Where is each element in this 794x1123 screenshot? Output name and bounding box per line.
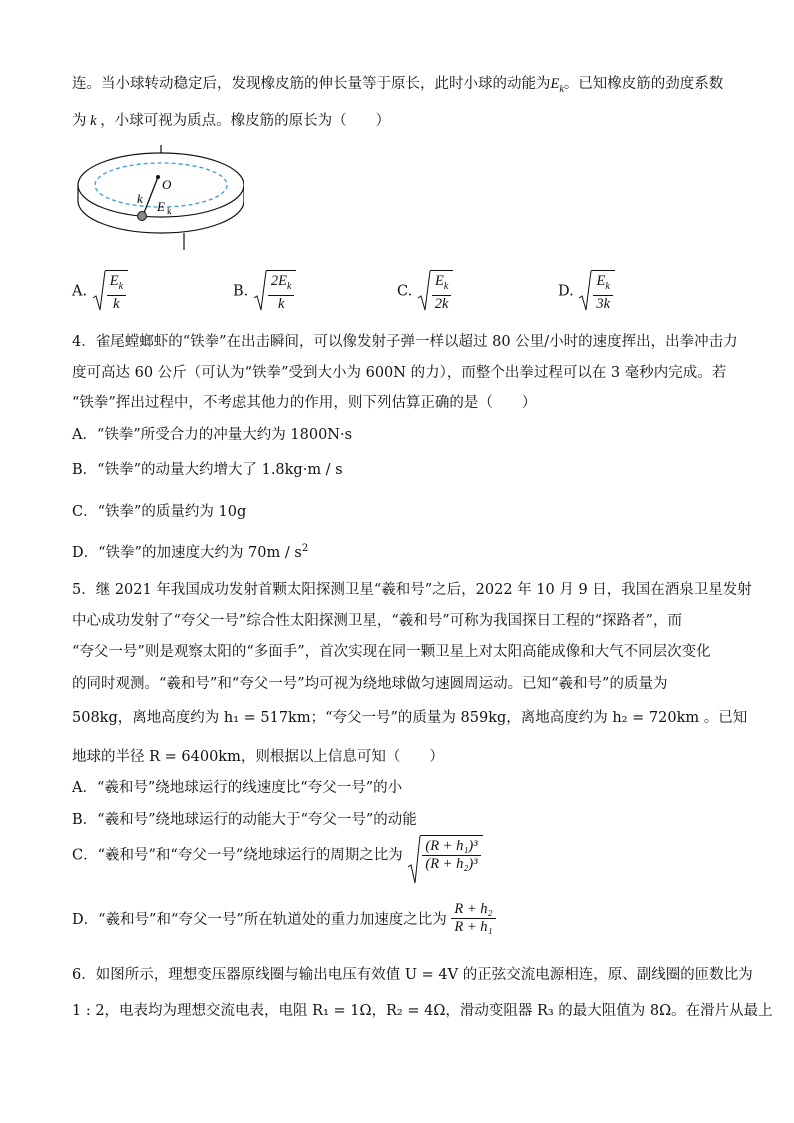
q4-option-d[interactable]: D．“铁拳”的加速度大约为 $70m / s^2$ — [72, 543, 309, 561]
q3-option-d[interactable] — [558, 270, 615, 313]
option-letter: B. — [233, 283, 249, 300]
q5-stem-line-1: 5．继 2021 年我国成功发射首颗太阳探测卫星“羲和号”之后，2022 年 10 月 9 日，我国在酒泉卫星发射 — [72, 582, 752, 598]
q3-stem-text-a: 连。当小球转动稳定后，发现橡皮筋的伸长量等于原长，此时小球的动能为 — [72, 76, 551, 92]
q4-stem-line-3: “铁拳”挥出过程中，不考虑其他力的作用，则下列估算正确的是（ ） — [72, 395, 537, 411]
option-letter: C. — [397, 283, 413, 300]
q5-stem-line-2: 中心成功发射了“夸父一号”综合性太阳探测卫星，“羲和号”可称为我国探日工程的“探路者”，而 — [72, 613, 682, 629]
label-o: O — [162, 177, 172, 192]
q5-option-c[interactable]: C．“羲和号”和“夸父一号”绕地球运行的周期之比为 $\frac{\text{(R + h₁)³}}{\text{(R + h₂)³}}$ — [72, 835, 483, 873]
sqrt-expression: $\frac{E_k}{2k}$ — [417, 270, 454, 313]
label-e: E — [157, 199, 165, 214]
sqrt-expression: $\frac{\text{(R + h₁)³}}{\text{(R + h₂)³}}$ — [407, 835, 482, 873]
q5-option-b[interactable]: B．“羲和号”绕地球运行的动能大于“夸父一号”的动能 — [72, 812, 417, 828]
q3-stem-text-c: 为 — [72, 113, 87, 129]
sqrt-expression: $\frac{2E_k}{k}$ — [253, 270, 297, 313]
label-e-sub: k — [167, 206, 172, 216]
q3-option-c[interactable] — [397, 270, 453, 313]
q3-stem-text-b: 。已知橡皮筋的劲度系数 — [563, 76, 724, 92]
ek-symbol: $E_k$ — [550, 76, 564, 95]
q3-stem-line-2 — [72, 109, 390, 130]
q4-stem-line-1: 4．雀尾螳螂虾的“铁拳”在出击瞬间，可以像发射子弹一样以超过 80 公里/小时的速度挥出，出拳冲击力 — [72, 334, 738, 350]
sqrt-expression: $\frac{E_k}{3k}$ — [578, 270, 615, 313]
rotating-disk-figure — [74, 145, 244, 257]
q5-stem-line-3: “夸父一号”则是观察太阳的“多面手”，首次实现在同一颗卫星上对太阳高能成像和大气不同层次变化 — [72, 644, 711, 660]
q4-option-a[interactable]: A．“铁拳”所受合力的冲量大约为 1800N·s — [72, 427, 353, 443]
q5-stem-line-6: 地球的半径 R = 6400km，则根据以上信息可知（ ） — [72, 749, 444, 765]
q6-stem-line-2: 1 : 2，电表均为理想交流电表，电阻 R₁ = 1Ω，R₂ = 4Ω，滑动变阻器 R₃ 的最大阻值为 8Ω。在滑片从最上 — [72, 1003, 773, 1019]
q5-stem-line-5: 508kg，离地高度约为 h₁ = 517km；“夸父一号”的质量为 859kg，离地高度约为 h₂ = 720km 。已知 — [72, 710, 748, 726]
q3-stem-text-d: ，小球可视为质点。橡皮筋的原长为（ ） — [100, 113, 391, 129]
label-k: k — [137, 191, 143, 206]
q4-option-c[interactable]: C．“铁拳”的质量约为 10g — [72, 504, 247, 520]
option-letter: A. — [72, 283, 88, 300]
q3-option-b[interactable] — [233, 270, 296, 313]
q5-stem-line-4: 的同时观测。“羲和号”和“夸父一号”均可视为绕地球做匀速圆周运动。已知“羲和号”的质量为 — [72, 676, 668, 692]
sqrt-expression: $\frac{E_k}{k}$ — [92, 270, 128, 313]
fraction-expression: $\frac{\text{R + h₂}}{\text{R + h₁}}$ — [451, 901, 495, 936]
option-letter: D. — [558, 283, 574, 300]
disk-diagram — [74, 145, 244, 253]
q5-option-a[interactable]: A．“羲和号”绕地球运行的线速度比“夸父一号”的小 — [72, 780, 403, 796]
q6-stem-line-1: 6．如图所示，理想变压器原线圈与输出电压有效值 U = 4V 的正弦交流电源相连，原、副线圈的匝数比为 — [72, 967, 753, 983]
q5-option-d[interactable]: D．“羲和号”和“夸父一号”所在轨道处的重力加速度之比为 $\frac{\text{R + h₂}}{\text{R + h₁}}$ — [72, 901, 496, 936]
k-symbol: k — [86, 113, 101, 129]
q3-stem-line-1 — [72, 72, 723, 95]
q3-option-a[interactable] — [72, 270, 128, 313]
q4-option-b[interactable]: B．“铁拳”的动量大约增大了 1.8kg·m / s — [72, 462, 343, 478]
q4-stem-line-2: 度可高达 60 公斤（可认为“铁拳”受到大小为 600N 的力），而整个出拳过程可以在 3 毫秒内完成。若 — [72, 365, 727, 381]
